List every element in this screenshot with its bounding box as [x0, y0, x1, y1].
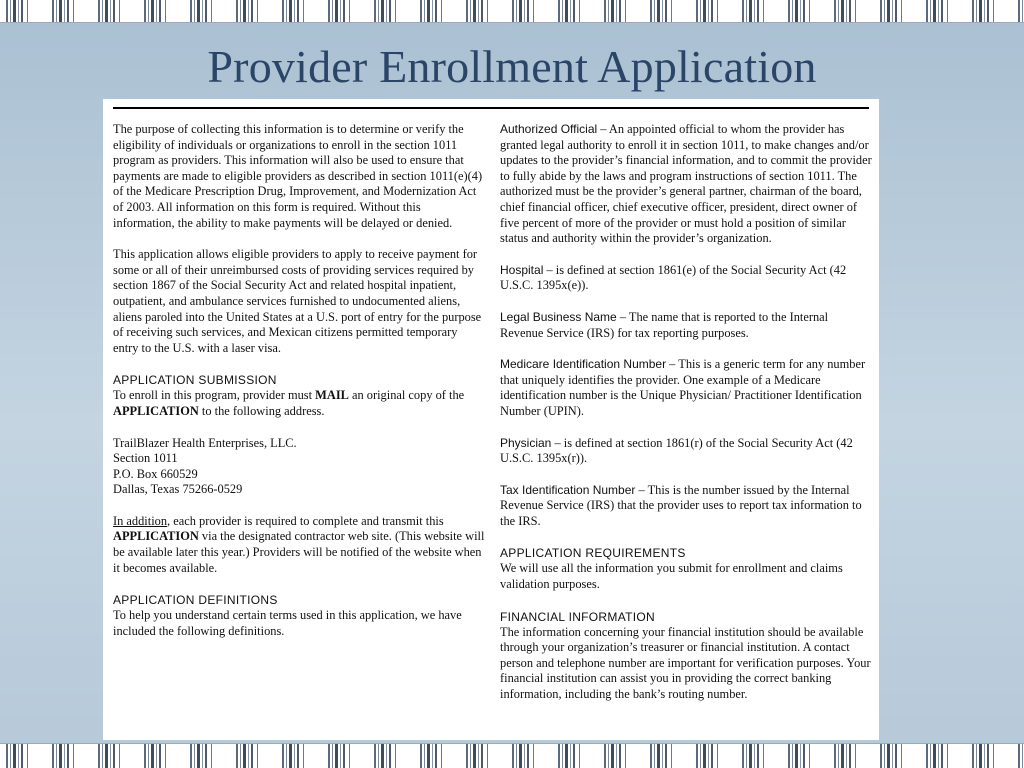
- document-page: [103, 99, 879, 740]
- address-line-1: TrailBlazer Health Enterprises, LLC.: [113, 435, 297, 450]
- requirements-text: We will use all the information you submit for enrollment and claims validation purposes.: [500, 561, 843, 592]
- term-hospital: Hospital: [500, 262, 544, 277]
- definition-legal-business-name: [500, 310, 872, 341]
- purpose-paragraph: The purpose of collecting this information is to determine or verify the eligibility of individuals or organizations to enroll in the section 1011 program as providers. This information will also be used to ensure that payments are made to eligible providers as described in section 1011(e)(4) of the Medicare Prescription Drug, Improvement, and Modernization Act of 2003. All information on this form is required. Without this information, the ability to make payments will be delayed or denied.: [113, 122, 483, 230]
- definition-tax-id: [500, 483, 872, 530]
- term-medicare-id: Medicare Identification Number: [500, 357, 667, 372]
- requirements-section: [500, 545, 872, 592]
- financial-section: [500, 609, 872, 703]
- addition-application: APPLICATION: [113, 529, 199, 544]
- document-top-rule: [113, 107, 869, 109]
- bottom-decorative-strip: [0, 743, 1024, 768]
- definitions-section: [113, 592, 485, 639]
- definition-physician: [500, 436, 872, 467]
- submission-text-1: To enroll in this program, provider must: [113, 388, 316, 403]
- term-authorized-official: Authorized Official: [500, 122, 598, 136]
- top-decorative-strip: [0, 0, 1024, 23]
- eligibility-paragraph: This application allows eligible providers to apply to receive payment for some or all of their unreimbursed costs of providing services required by section 1867 of the Social Security Act and related hospital inpatient, outpatient, and ambulance services furnished to undocumented aliens, aliens paroled into the United States at a U.S. port of entry for the purpose of receiving such services, and Mexican citizens permitted temporary entry to the U.S. with a laser visa.: [113, 247, 482, 355]
- definition-hospital-text: – is defined at section 1861(e) of the Social Security Act (42 U.S.C. 1395x(e)).: [500, 262, 847, 293]
- address-line-2: Section 1011: [113, 451, 178, 466]
- requirements-heading: APPLICATION REQUIREMENTS: [500, 546, 686, 561]
- term-tax-id: Tax Identification Number: [500, 482, 636, 497]
- financial-heading: FINANCIAL INFORMATION: [500, 609, 655, 624]
- left-column: [113, 122, 485, 639]
- term-physician: Physician: [500, 435, 552, 450]
- mailing-address: [113, 436, 485, 498]
- definition-physician-text: – is defined at section 1861(r) of the Social Security Act (42 U.S.C. 1395x(r)).: [500, 435, 853, 466]
- submission-mail: MAIL: [315, 388, 349, 403]
- definition-authorized-text: – An appointed official to whom the provider has granted legal authority to enroll it in section 1011, to make changes and/or updates to the provider’s financial information, and to commit the provider to fully abide by the laws and program instructions of section 1011. The authorized must be the provider’s general partner, chairman of the board, chief financial officer, chief executive officer, president, direct owner of five percent of more of the provider or must hold a position of similar status and authority within the provider’s organization.: [500, 122, 872, 246]
- right-column: [500, 122, 872, 703]
- definitions-text: To help you understand certain terms used in this application, we have included the following definitions.: [113, 608, 462, 638]
- addition-paragraph: [113, 514, 485, 576]
- submission-text-2: an original copy of the: [348, 388, 465, 403]
- term-legal-business-name: Legal Business Name: [500, 309, 617, 324]
- definition-authorized-official: [500, 122, 872, 247]
- addition-text-1: , each provider is required to complete and transmit this: [167, 513, 444, 528]
- submission-application: APPLICATION: [113, 403, 199, 418]
- slide-title: Provider Enrollment Application: [207, 41, 817, 92]
- definition-medicare-id-text: – This is a generic term for any number that uniquely identifies the provider. One example of a Medicare identification number is the Unique Physician/ Practitioner Identification Number (UPIN).: [500, 357, 866, 418]
- definition-legal-name-text: – The name that is reported to the Internal Revenue Service (IRS) for tax reporting purposes.: [500, 309, 829, 340]
- definitions-heading: APPLICATION DEFINITIONS: [113, 593, 278, 608]
- definition-hospital: [500, 263, 872, 294]
- submission-section: [113, 372, 485, 419]
- address-line-4: Dallas, Texas 75266-0529: [113, 482, 243, 497]
- submission-text-3: to the following address.: [198, 403, 325, 418]
- submission-heading: APPLICATION SUBMISSION: [113, 373, 277, 388]
- addition-lead: In addition: [113, 513, 168, 528]
- addition-text-2: via the designated contractor web site. (This website will be available later this year.) Providers will be notified of the website when it becomes available.: [113, 529, 485, 575]
- definition-tax-id-text: – This is the number issued by the Internal Revenue Service (IRS) that the provider uses to report tax information to the IRS.: [500, 482, 862, 528]
- address-line-3: P.O. Box 660529: [113, 466, 198, 481]
- definition-medicare-id: [500, 357, 872, 419]
- financial-text: The information concerning your financial institution should be available through your organization’s treasurer or financial institution. A contact person and telephone number are important for verification purposes. Your financial institution can assist you in providing the correct banking information, including the bank’s routing number.: [500, 624, 871, 702]
